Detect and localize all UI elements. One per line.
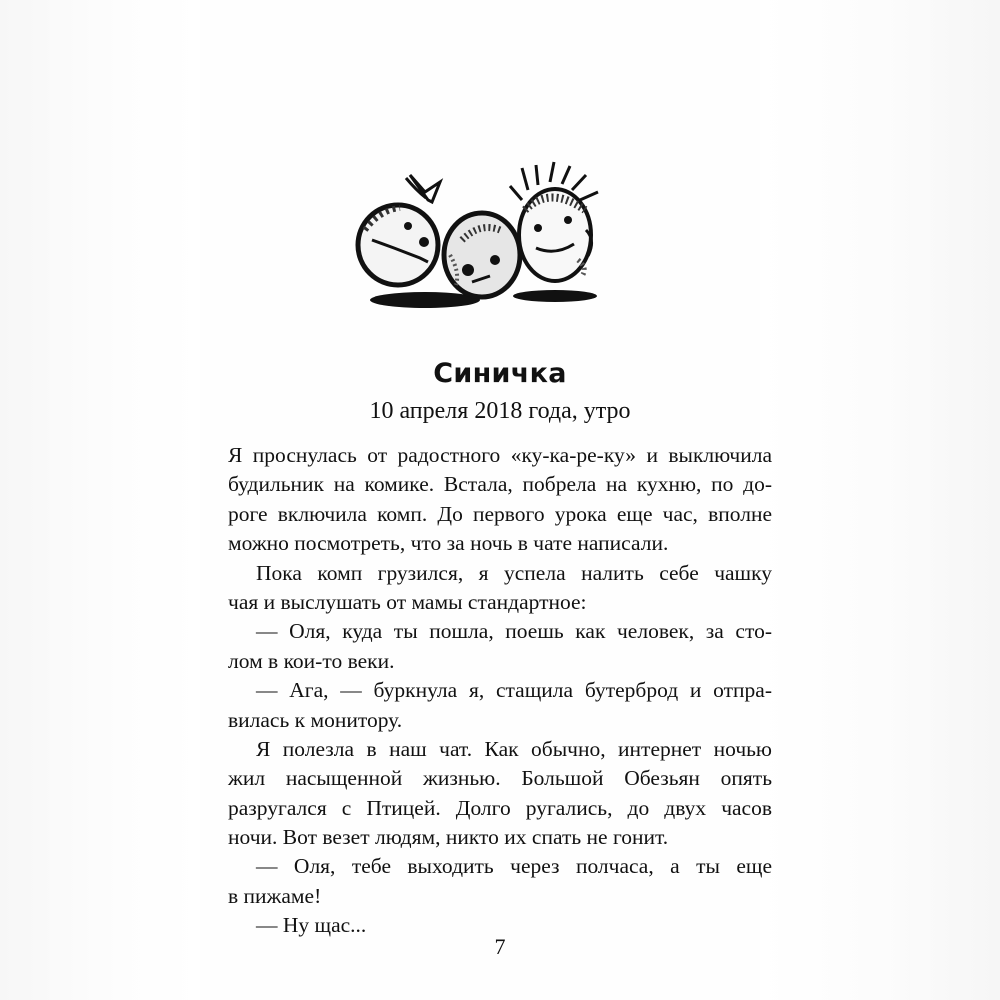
text-line: можно посмотреть, что за ночь в чате написали. — [228, 531, 669, 556]
text-line: в пижаме! — [228, 883, 322, 908]
text-line: разругался с Птицей. Долго ругались, до двух часов — [228, 795, 772, 820]
page-shadow-right — [760, 0, 1000, 1000]
face-right-icon — [510, 162, 598, 281]
text-line: Я проснулась от радостного «ку-ка-ре-ку» и выключила — [228, 443, 772, 467]
face-left-icon — [358, 175, 440, 285]
text-line: — Оля, куда ты пошла, поешь как человек, за сто- — [256, 619, 772, 644]
text-line: чая и выслушать от мамы стандартное: — [228, 589, 587, 614]
text-line: — Ага, — буркнула я, стащила бутерброд и отпра- — [256, 678, 772, 703]
text-line: жил насыщенной жизнью. Большой Обезьян опять — [228, 766, 772, 791]
chapter-title: Синичка — [433, 358, 567, 389]
text-line: — Ну щас... — [256, 913, 367, 938]
ground-shadow-right — [513, 290, 597, 302]
text-line: роге включила комп. До первого урока еще час, вполне — [228, 501, 772, 526]
text-line: Я полезла в наш чат. Как обычно, интернет ночью — [256, 736, 772, 761]
chapter-date: 10 апреля 2018 года, утро — [369, 398, 631, 424]
text-line: будильник на комике. Встала, побрела на кухню, по до- — [228, 472, 772, 497]
text-line: — Оля, тебе выходить через полчаса, а ты еще — [256, 854, 772, 879]
text-line: ночи. Вот везет людям, никто их спать не гонит. — [228, 825, 669, 850]
body-text — [228, 441, 772, 941]
text-line: Пока комп грузился, я успела налить себе чашку — [256, 560, 772, 585]
three-faces-illustration — [350, 160, 620, 320]
page-number: 7 — [494, 934, 506, 959]
text-line: лом в кои-то веки. — [228, 648, 395, 673]
face-middle-icon — [444, 213, 520, 297]
text-line: вилась к монитору. — [228, 707, 403, 732]
page-shadow-left — [0, 0, 200, 1000]
